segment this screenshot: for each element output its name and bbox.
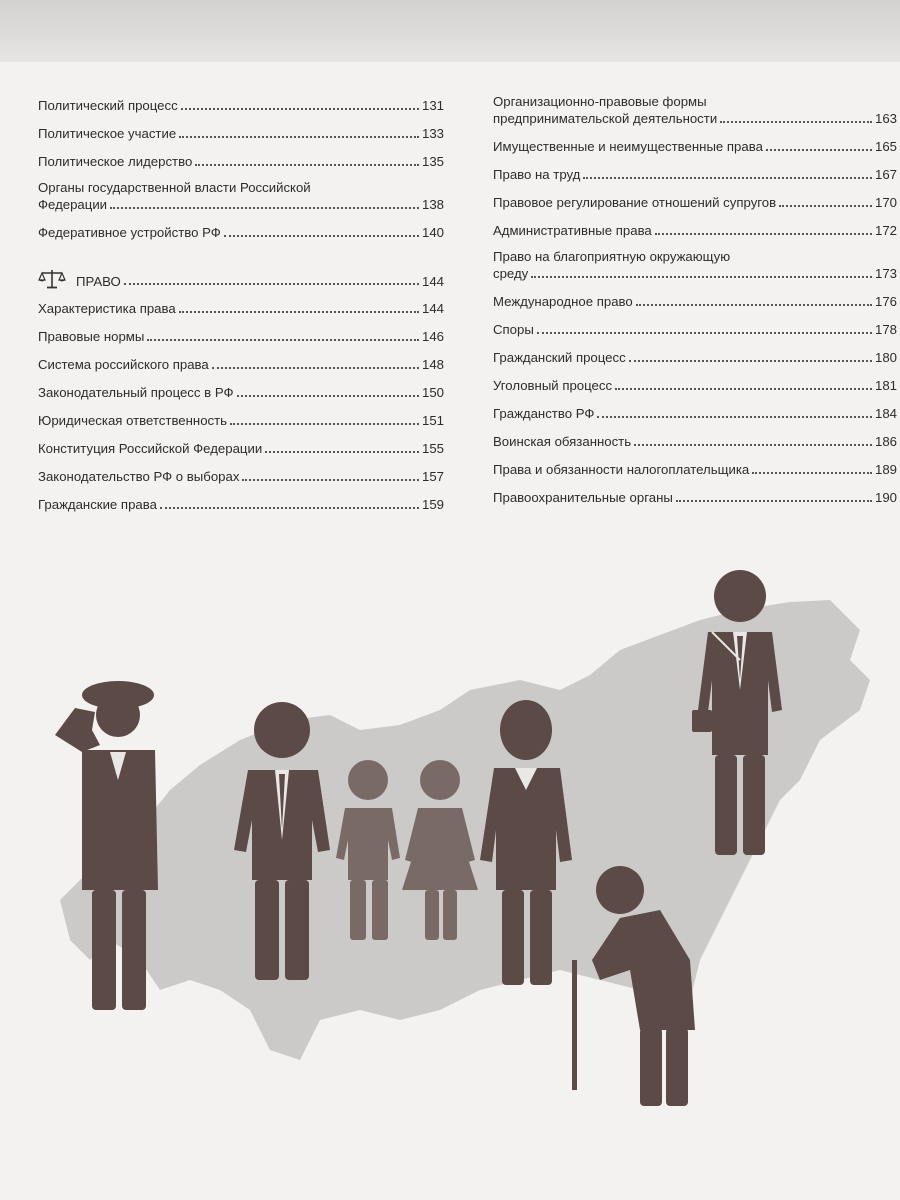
dot-leader — [720, 121, 872, 123]
dot-leader — [634, 444, 872, 446]
toc-entry-title: Право на труд — [493, 167, 581, 182]
toc-entry[interactable] — [38, 485, 444, 513]
dot-leader — [779, 205, 872, 207]
toc-entry[interactable] — [493, 282, 897, 310]
toc-entry-title: Правовые нормы — [38, 329, 145, 344]
scales-icon — [38, 269, 66, 289]
toc-entry-page: 150 — [421, 385, 444, 400]
toc-right-column — [493, 84, 897, 506]
toc-entry-page: 140 — [421, 225, 444, 240]
toc-entry-title: Федерации — [38, 197, 108, 212]
section-page: 144 — [421, 274, 444, 289]
toc-entry-title: Характеристика права — [38, 301, 176, 316]
section-title: ПРАВО — [76, 274, 121, 289]
toc-entry-page: 146 — [421, 329, 444, 344]
toc-entry[interactable] — [38, 373, 444, 401]
toc-entry-page: 144 — [421, 301, 444, 316]
dot-leader — [195, 164, 419, 166]
toc-entry-title: Гражданские права — [38, 497, 157, 512]
dot-leader — [636, 304, 872, 306]
toc-entry[interactable] — [38, 429, 444, 457]
toc-entry-page: 170 — [874, 195, 897, 210]
toc-entry-title: Юридическая ответственность — [38, 413, 228, 428]
toc-entry-title: Гражданский процесс — [493, 350, 626, 365]
toc-left-column — [38, 86, 444, 513]
dot-leader — [179, 311, 419, 313]
toc-entry-title: Система российского права — [38, 357, 209, 372]
toc-entry-page: 148 — [421, 357, 444, 372]
toc-entry-title: Федеративное устройство РФ — [38, 225, 221, 240]
dot-leader — [160, 507, 419, 509]
toc-entry-page: 184 — [874, 406, 897, 421]
toc-entry[interactable] — [38, 457, 444, 485]
toc-entry-title: Воинская обязанность — [493, 434, 632, 449]
toc-entry-title: Органы государственной власти Российской — [38, 180, 311, 195]
toc-entry-page: 190 — [874, 490, 897, 505]
toc-entry-title: Международное право — [493, 294, 633, 309]
citizens-illustration — [0, 540, 900, 1200]
toc-entry[interactable] — [38, 401, 444, 429]
toc-entry[interactable] — [38, 289, 444, 317]
toc-entry-page: 176 — [874, 294, 897, 309]
toc-entry-title: предпринимательской деятельности — [493, 111, 718, 126]
dot-leader — [237, 395, 419, 397]
dot-leader — [181, 108, 419, 110]
toc-entry[interactable] — [38, 213, 444, 241]
toc-entry[interactable] — [38, 345, 444, 373]
section-heading-pravo[interactable] — [38, 255, 444, 289]
toc-entry-title: Правоохранительные органы — [493, 490, 673, 505]
toc-entry-title: Законодательный процесс в РФ — [38, 385, 234, 400]
dot-leader — [597, 416, 872, 418]
toc-entry-title: Административные права — [493, 223, 652, 238]
toc-entry-page: 180 — [874, 350, 897, 365]
toc-entry-title: Конституция Российской Федерации — [38, 441, 263, 456]
dot-leader — [242, 479, 419, 481]
toc-entry-title: Организационно-правовые формы — [493, 94, 707, 109]
toc-entry-page: 155 — [421, 441, 444, 456]
toc-entry-title: Право на благоприятную окружающую — [493, 249, 731, 264]
toc-entry-page: 151 — [421, 413, 444, 428]
dot-leader — [224, 235, 419, 237]
toc-entry[interactable] — [38, 86, 444, 114]
toc-entry-page: 131 — [421, 98, 444, 113]
toc-entry[interactable] — [493, 450, 897, 478]
toc-entry-title: Политическое участие — [38, 126, 177, 141]
toc-entry-title: Политическое лидерство — [38, 154, 193, 169]
toc-entry-title: Имущественные и неимущественные права — [493, 139, 763, 154]
toc-entry[interactable] — [493, 338, 897, 366]
page-top-edge — [0, 0, 900, 63]
dot-leader — [124, 283, 419, 285]
toc-entry-title: Права и обязанности налогоплательщика — [493, 462, 750, 477]
toc-entry[interactable] — [493, 211, 897, 239]
toc-entry[interactable] — [493, 127, 897, 155]
toc-entry[interactable] — [493, 422, 897, 450]
toc-entry[interactable] — [493, 84, 897, 127]
toc-entry-page: 135 — [421, 154, 444, 169]
dot-leader — [615, 388, 872, 390]
dot-leader — [629, 360, 872, 362]
dot-leader — [265, 451, 419, 453]
toc-entry[interactable] — [493, 155, 897, 183]
toc-entry[interactable] — [493, 183, 897, 211]
toc-entry-title: Законодательство РФ о выборах — [38, 469, 240, 484]
toc-entry[interactable] — [493, 366, 897, 394]
toc-entry-page: 181 — [874, 378, 897, 393]
toc-entry[interactable] — [493, 478, 897, 506]
toc-entry-page: 165 — [874, 139, 897, 154]
toc-entry-title: среду — [493, 266, 529, 281]
dot-leader — [676, 500, 872, 502]
toc-entry-title: Споры — [493, 322, 534, 337]
toc-entry[interactable] — [38, 114, 444, 142]
dot-leader — [110, 207, 419, 209]
toc-entry-page: 189 — [874, 462, 897, 477]
toc-entry-page: 172 — [874, 223, 897, 238]
toc-entry-title: Гражданство РФ — [493, 406, 595, 421]
toc-entry-page: 186 — [874, 434, 897, 449]
dot-leader — [212, 367, 419, 369]
toc-entry-page: 178 — [874, 322, 897, 337]
toc-entry[interactable] — [493, 310, 897, 338]
toc-entry-page: 163 — [874, 111, 897, 126]
toc-entry-page: 133 — [421, 126, 444, 141]
dot-leader — [147, 339, 419, 341]
dot-leader — [655, 233, 872, 235]
toc-entry[interactable] — [38, 142, 444, 170]
dot-leader — [583, 177, 872, 179]
toc-entry[interactable] — [38, 170, 444, 213]
toc-entry-page: 173 — [874, 266, 897, 281]
dot-leader — [537, 332, 872, 334]
toc-entry-title: Уголовный процесс — [493, 378, 613, 393]
toc-entry-title: Политический процесс — [38, 98, 178, 113]
dot-leader — [766, 149, 872, 151]
toc-entry[interactable] — [38, 317, 444, 345]
toc-entry-page: 167 — [874, 167, 897, 182]
soldier-figure — [55, 681, 158, 1010]
toc-entry-page: 157 — [421, 469, 444, 484]
dot-leader — [179, 136, 419, 138]
toc-entry-page: 138 — [421, 197, 444, 212]
toc-entry[interactable] — [493, 394, 897, 422]
dot-leader — [230, 423, 419, 425]
toc-entry-title: Правовое регулирование отношений супругов — [493, 195, 777, 210]
toc-entry-page: 159 — [421, 497, 444, 512]
dot-leader — [531, 276, 872, 278]
dot-leader — [752, 472, 872, 474]
toc-entry[interactable] — [493, 239, 897, 282]
